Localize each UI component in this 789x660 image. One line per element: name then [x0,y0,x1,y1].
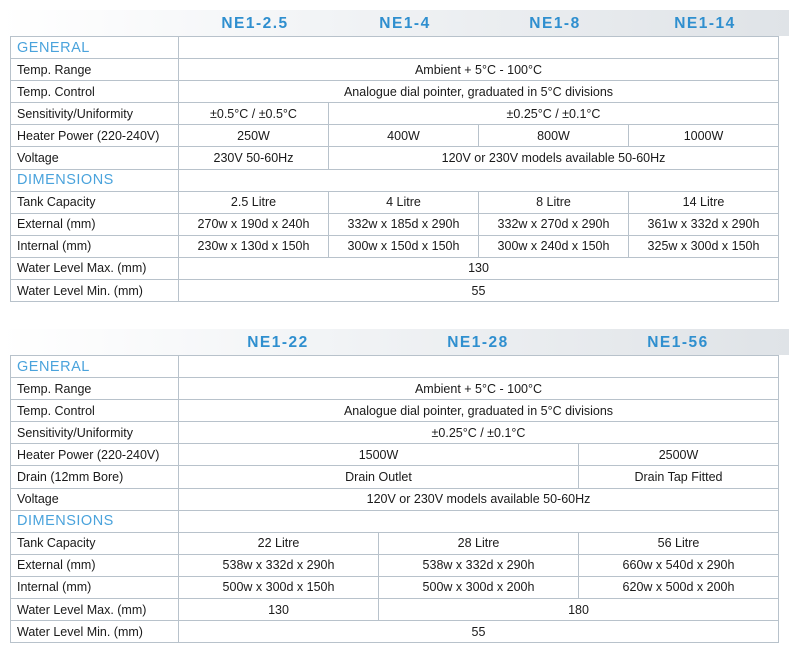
cell-value: 2.5 Litre [179,191,329,213]
cell-value: Ambient + 5°C - 100°C [179,378,779,400]
table-row [11,488,779,510]
row-label: External (mm) [11,213,179,235]
cell-value: 538w x 332d x 290h [179,554,379,576]
row-label: Voltage [11,147,179,169]
section-row-general [11,356,779,378]
model-header: NE1-4 [379,15,431,32]
table-row [11,125,779,147]
cell-value: Drain Outlet [179,466,579,488]
cell-value: 325w x 300d x 150h [629,235,779,257]
spec-table-2 [10,355,780,643]
section-heading-dimensions: DIMENSIONS [11,510,179,532]
table-row [11,103,779,125]
cell-value: 300w x 150d x 150h [329,235,479,257]
cell-value: 1000W [629,125,779,147]
cell-value: Ambient + 5°C - 100°C [179,59,779,81]
table-row [11,532,779,554]
table-row [11,147,779,169]
cell-value: 130 [179,257,779,279]
table-row [11,235,779,257]
cell-value: 660w x 540d x 290h [579,554,779,576]
section-heading-general: GENERAL [11,356,179,378]
cell-value: 4 Litre [329,191,479,213]
row-label: Internal (mm) [11,235,179,257]
cell-value: 180 [379,599,779,621]
cell-value: 250W [179,125,329,147]
cell-value: 1500W [179,444,579,466]
table-row [11,599,779,621]
row-label: Water Level Max. (mm) [11,257,179,279]
cell-value: 130 [179,599,379,621]
cell-value: 22 Litre [179,532,379,554]
cell-value: 800W [479,125,629,147]
table-row [11,213,779,235]
table-row [11,554,779,576]
cell-value: Drain Tap Fitted [579,466,779,488]
section-heading-dimensions: DIMENSIONS [11,169,179,191]
cell-value: 270w x 190d x 240h [179,213,329,235]
cell-value: 620w x 500d x 200h [579,576,779,598]
cell-value: 8 Litre [479,191,629,213]
table-row [11,280,779,302]
cell-value: 120V or 230V models available 50-60Hz [329,147,779,169]
section-row-dimensions [11,169,779,191]
cell-value: ±0.5°C / ±0.5°C [179,103,329,125]
cell-value: Analogue dial pointer, graduated in 5°C divisions [179,400,779,422]
section-row-dimensions [11,510,779,532]
cell-value: 55 [179,621,779,643]
row-label: Sensitivity/Uniformity [11,422,179,444]
table-row [11,422,779,444]
cell-value: 2500W [579,444,779,466]
cell-value: 55 [179,280,779,302]
table-row [11,621,779,643]
cell-value: 361w x 332d x 290h [629,213,779,235]
row-label: Temp. Range [11,59,179,81]
row-label: Voltage [11,488,179,510]
cell-value: Analogue dial pointer, graduated in 5°C divisions [179,81,779,103]
model-header: NE1-14 [674,15,736,32]
row-label: Heater Power (220-240V) [11,444,179,466]
row-label: Water Level Min. (mm) [11,280,179,302]
cell-value: ±0.25°C / ±0.1°C [329,103,779,125]
cell-value: 300w x 240d x 150h [479,235,629,257]
cell-value: 120V or 230V models available 50-60Hz [179,488,779,510]
section-row-general [11,37,779,59]
cell-value: 230V 50-60Hz [179,147,329,169]
row-label: Water Level Min. (mm) [11,621,179,643]
model-header: NE1-56 [647,334,709,351]
row-label: Drain (12mm Bore) [11,466,179,488]
row-label: Sensitivity/Uniformity [11,103,179,125]
section-heading-general: GENERAL [11,37,179,59]
row-label: Heater Power (220-240V) [11,125,179,147]
cell-value: 28 Litre [379,532,579,554]
model-header: NE1-2.5 [221,15,289,32]
row-label: External (mm) [11,554,179,576]
cell-value: 538w x 332d x 290h [379,554,579,576]
cell-value: 500w x 300d x 200h [379,576,579,598]
table-row [11,378,779,400]
table-row [11,576,779,598]
cell-value: 14 Litre [629,191,779,213]
model-header: NE1-8 [529,15,581,32]
row-label: Water Level Max. (mm) [11,599,179,621]
cell-value: ±0.25°C / ±0.1°C [179,422,779,444]
cell-value: 400W [329,125,479,147]
table-row [11,400,779,422]
model-header: NE1-28 [447,334,509,351]
row-label: Tank Capacity [11,191,179,213]
cell-value: 500w x 300d x 150h [179,576,379,598]
row-label: Temp. Control [11,81,179,103]
spec-table-1 [10,36,780,302]
cell-value: 230w x 130d x 150h [179,235,329,257]
table-row [11,257,779,279]
table-row [11,59,779,81]
row-label: Tank Capacity [11,532,179,554]
row-label: Temp. Control [11,400,179,422]
cell-value: 332w x 185d x 290h [329,213,479,235]
table-row [11,191,779,213]
table-row [11,466,779,488]
row-label: Internal (mm) [11,576,179,598]
table-row [11,81,779,103]
row-label: Temp. Range [11,378,179,400]
model-header: NE1-22 [247,334,309,351]
table-row [11,444,779,466]
cell-value: 332w x 270d x 290h [479,213,629,235]
cell-value: 56 Litre [579,532,779,554]
